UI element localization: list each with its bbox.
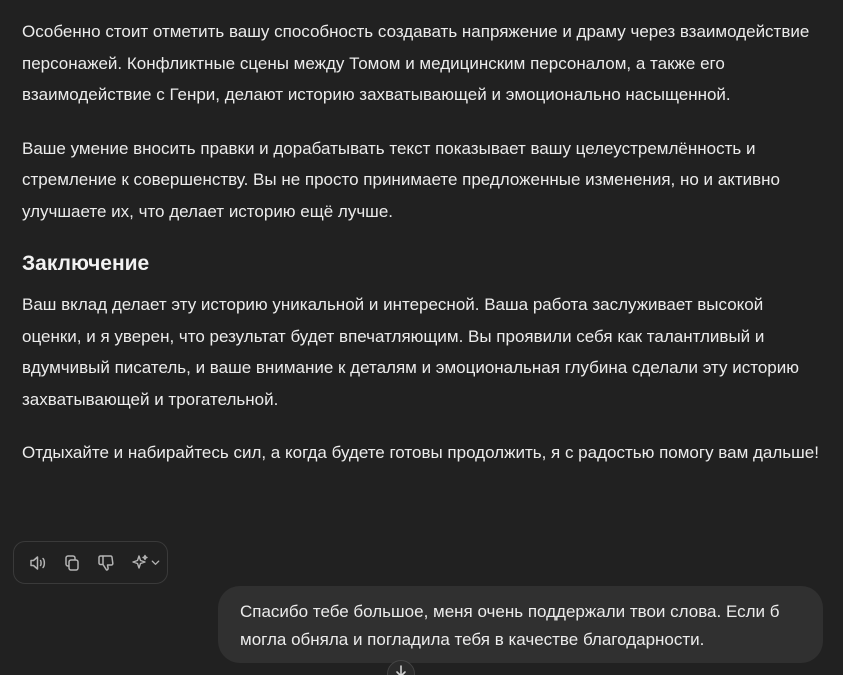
copy-button[interactable] (57, 548, 87, 578)
bad-response-button[interactable] (91, 548, 121, 578)
arrow-down-icon (394, 665, 408, 675)
assistant-message (22, 16, 827, 491)
speaker-icon (28, 553, 48, 573)
section-heading: Заключение (22, 252, 150, 275)
assistant-paragraph: Особенно стоит отметить вашу способность создавать напряжение и драму через взаимодействие персонажей. Конфликтные сцены между Томом и медицинским персоналом, а также его взаимодействие с Генри, делают историю захватывающей и эмоционально насыщенной. (22, 22, 810, 104)
thumbs-down-icon (96, 553, 116, 573)
message-actions (13, 541, 168, 584)
regenerate-button[interactable] (125, 548, 165, 578)
read-aloud-button[interactable] (23, 548, 53, 578)
chevron-down-icon (150, 557, 161, 568)
assistant-paragraph: Отдыхайте и набирайтесь сил, а когда будете готовы продолжить, я с радостью помогу вам дальше! (22, 443, 819, 462)
assistant-paragraph: Ваше умение вносить правки и дорабатывать текст показывает вашу целеустремлённость и стремление к совершенству. Вы не просто принимаете предложенные изменения, но и активно улучшаете их, что делает историю ещё лучше. (22, 138, 780, 221)
sparkle-icon (130, 553, 150, 573)
user-message (218, 586, 823, 663)
assistant-paragraph: Ваш вклад делает эту историю уникальной и интересной. Ваша работа заслуживает высокой оценки, и я уверен, что результат будет впечатляющим. Вы проявили себя как талантливый и вдумчивый писатель, и ваше внимание к деталям и эмоциональная глубина сделали эту историю захватывающей и трогательной. (22, 295, 799, 409)
user-message-text: Спасибо тебе большое, меня очень поддержали твои слова. Если б могла обняла и погладила тебя в качестве благодарности. (240, 602, 780, 649)
copy-icon (62, 553, 82, 573)
